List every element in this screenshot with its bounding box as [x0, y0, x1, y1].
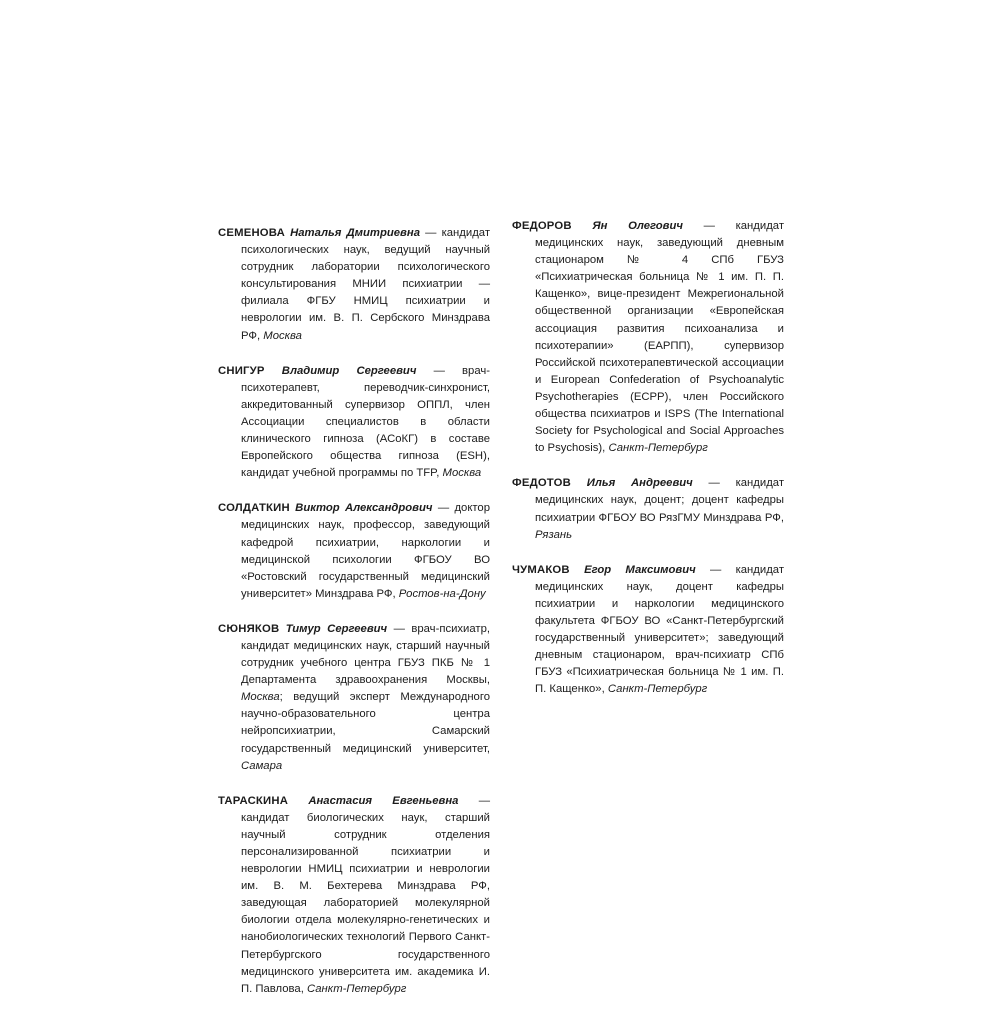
author-given-name: Илья Андреевич [586, 477, 693, 490]
author-given-name: Егор Максимович [584, 563, 696, 576]
author-entry-semenova [218, 225, 490, 345]
author-entry-fedotov [512, 475, 784, 543]
author-surname: ФЕДОРОВ [512, 220, 572, 232]
author-description: — кандидат медицинских наук, заведующий дневным стационаром № 4 СПб ГБУЗ «Психиатрическая больница № 1 им. П. П. Кащенко», вице-президент Межрегиональной общественной организации «Европейская ассоциация развития психоанализа и психотерапии» (ЕАРПП), супервизор Российской психотерапевтической ассоциации и European Confederation of Psychoanalytic Psychotherapies (ECPP), член Российского общества психиатров и ISPS (The International Society for Psychological and Social Approaches to Psychosis), [535, 220, 784, 455]
author-city: Москва [241, 691, 280, 704]
author-surname: ЧУМАКОВ [512, 563, 570, 576]
author-entry-soldatkin [218, 500, 490, 603]
author-description: — кандидат медицинских наук, доцент; доцент кафедры психиатрии ФГБОУ ВО РязГМУ Минздрава РФ, [535, 477, 784, 524]
author-description: — врач-психиатр, кандидат медицинских наук, старший научный сотрудник учебного центра ГБУЗ ПКБ № 1 Департамента здравоохранения Москвы, [241, 622, 490, 687]
author-description: — доктор медицинских наук, профессор, заведующий кафедрой психиатрии, наркологии и медицинской психологии ФГБОУ ВО «Ростовский государственный медицинский университет» Минздрава РФ, [241, 502, 490, 600]
author-surname: ТАРАСКИНА [218, 794, 289, 807]
author-city: Рязань [535, 528, 573, 541]
author-entry-fedorov [512, 218, 784, 457]
right-column [512, 218, 784, 716]
author-description: — врач-психотерапевт, переводчик-синхронист, аккредитованный супервизор ОППЛ, член Ассоциации специалистов в области клинического гипноза (АСоКГ) в составе Европейского общества гипноза (ESH), кандидат учебной программы по TFP, [241, 364, 491, 480]
author-given-name: Наталья Дмитриевна [290, 227, 420, 239]
author-given-name: Тимур Сергеевич [285, 622, 388, 635]
author-city: Москва [263, 329, 302, 342]
author-entry-snigur [218, 363, 490, 483]
author-given-name: Владимир Сергеевич [281, 364, 417, 377]
author-surname: СЕМЕНОВА [218, 227, 285, 239]
author-surname: СНИГУР [218, 364, 265, 377]
author-surname: СЮНЯКОВ [218, 622, 280, 635]
author-entry-taraskina [218, 793, 490, 998]
author-city: Санкт-Петербург [607, 683, 708, 696]
author-given-name: Анастасия Евгеньевна [308, 794, 459, 807]
author-city: Ростов-на-Дону [398, 587, 486, 600]
author-surname: СОЛДАТКИН [218, 502, 290, 515]
author-city: Москва [442, 467, 482, 480]
author-entry-chumakov [512, 562, 784, 699]
author-given-name: Виктор Александрович [295, 502, 433, 515]
author-city-secondary: Самара [241, 759, 283, 772]
author-city: Санкт-Петербург [608, 442, 708, 455]
author-description: — кандидат биологических наук, старший научный сотрудник отделения персонализированной психиатрии и неврологии НМИЦ психиатрии и неврологии им. В. М. Бехтерева Минздрава РФ, заведующая лабораторией молекулярной биологии отдела молекулярно-генетических и нанобиологических технологий Первого Санкт-Петербургского государственного медицинского университета им. академика И. П. Павлова, [241, 794, 490, 995]
author-description-continued: ; ведущий эксперт Международного научно-образовательного центра нейропсихиатрии, Самарский государственный медицинский университет, [241, 691, 490, 755]
left-column [218, 225, 490, 1016]
author-surname: ФЕДОТОВ [512, 477, 571, 490]
author-city: Санкт-Петербург [306, 982, 407, 995]
author-description: — кандидат психологических наук, ведущий научный сотрудник лаборатории психологического консультирования МНИИ психиатрии — филиала ФГБУ НМИЦ психиатрии и неврологии им. В. П. Сербского Минздрава РФ, [241, 227, 490, 342]
author-given-name: Ян Олегович [592, 220, 683, 232]
author-description: — кандидат медицинских наук, доцент кафедры психиатрии и наркологии медицинского факультета ФГБОУ ВО «Санкт-Петербургский государственный университет»; заведующий дневным стационаром, врач-психиатр СПб ГБУЗ «Психиатрическая больница № 1 им. П. П. Кащенко», [535, 563, 784, 696]
author-entry-syunyakov [218, 621, 490, 775]
